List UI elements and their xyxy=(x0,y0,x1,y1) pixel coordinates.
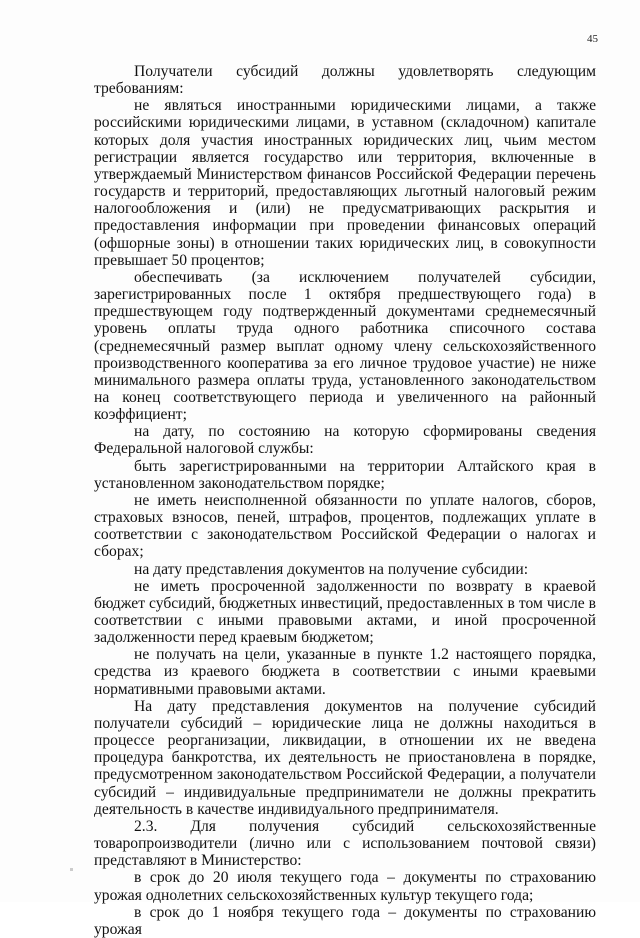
paragraph-salary-level: обеспечивать (за исключением получателей субсидии, зарегистрированных после 1 октября предшествующего года) в предшествующем году подтвержденный документами среднемесячный уровень оплаты труда одного работника списочного состава (среднемесячный размер выплат одному члену сельскохозяйственного производственного кооператива за его личное трудовое участие) не ниже минимального размера оплаты труда, установленного законодательством на конец соответствующего периода и увеличенного на районный коэффициент; xyxy=(94,268,596,424)
paragraph-no-overdue-debt: не иметь просроченной задолженности по возврату в краевой бюджет субсидий, бюджетных инвестиций, предоставленных в том числе в соответствии с иными правовыми актами, и иной просроченной задолженности перед краевым бюджетом; xyxy=(94,577,596,647)
scan-speck xyxy=(70,868,73,871)
paragraph-document-date: на дату представления документов на получение субсидии: xyxy=(134,560,529,578)
paragraph-requirements-intro: Получатели субсидий должны удовлетворять следующим требованиям: xyxy=(94,63,596,98)
paragraph-no-reorganization: На дату представления документов на получение субсидий получатели субсидий – юридические лица не должны находиться в процессе реорганизации, ликвидации, в отношении их не введена процедура банкротства, их деятельность не приостановлена в порядке, предусмотренном законодательством Российской Федерации, а получатели субсидий – индивидуальные предприниматели не должны прекратить деятельность в качестве индивидуального предпринимателя. xyxy=(94,697,596,818)
paragraph-no-other-funds: не получать на цели, указанные в пункте 1.2 настоящего порядка, средства из краевого бюджета в соответствии с иными краевыми нормативными правовыми актами. xyxy=(94,646,596,698)
paragraph-tax-service-date: на дату, по состоянию на которую сформированы сведения Федеральной налоговой службы: xyxy=(94,423,596,458)
page-number: 45 xyxy=(587,33,598,45)
paragraph-deadline-july: в срок до 20 июля текущего года – документы по страхованию урожая однолетних сельскохозяйственных культур текущего года; xyxy=(94,869,596,904)
paragraph-deadline-november: в срок до 1 ноября текущего года – документы по страхованию урожая xyxy=(94,903,596,938)
paragraph-registration: быть зарегистрированными на территории Алтайского края в установленном законодательством порядке; xyxy=(94,457,596,492)
document-body xyxy=(94,63,596,938)
paragraph-foreign-entities: не являться иностранными юридическими лицами, а также российскими юридическими лицами, в уставном (складочном) капитале которых доля участия иностранных юридических лиц, чьим местом регистрации является государство или территория, включенные в утверждаемый Министерством финансов Российской Федерации перечень государств и территорий, предоставляющих льготный налоговый режим налогообложения и (или) не предусматривающих раскрытия и предоставления информации при проведении финансовых операций (офшорные зоны) в отношении таких юридических лиц, в совокупности превышает 50 процентов; xyxy=(94,97,596,269)
paragraph-section-2-3: 2.3. Для получения субсидий сельскохозяйственные товаропроизводители (лично или с использованием почтовой связи) представляют в Министерство: xyxy=(94,817,596,870)
paragraph-no-tax-debt: не иметь неисполненной обязанности по уплате налогов, сборов, страховых взносов, пеней, штрафов, процентов, подлежащих уплате в соответствии с законодательством Российской Федерации о налогах и сборах; xyxy=(94,491,596,561)
